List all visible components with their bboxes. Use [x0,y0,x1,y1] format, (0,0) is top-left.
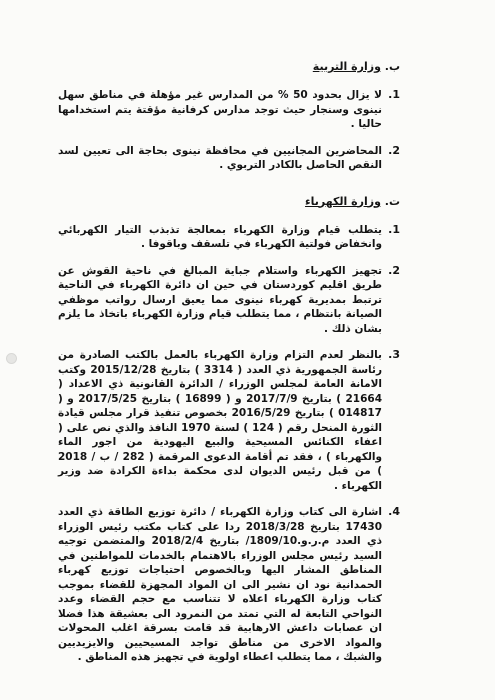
item-text: يتطلب قيام وزارة الكهرباء بمعالجة تذبذب التيار الكهربائي وانخفاض فولتية الكهرباء في تلسقف وباقوفا . [58,223,382,250]
list-item [58,144,400,173]
item-text: بالنظر لعدم التزام وزارة الكهرباء بالعمل بالكتب الصادرة من رئاسة الجمهورية ذي العدد ( 3314 ) بتاريخ 2015/12/28 وكتب الامانة العامة لمجلس الوزراء / الدائرة القانونية ذي الاعداد ( 21664 ) بتاريخ 2017/7/9 و ( 16899 ) بتاريخ 2017/5/25 و ( 014817 ) بتاريخ 2016/5/29 بخصوص تنفيذ قرار مجلس قيادة الثورة المنحل رقم ( 124 ) لسنة 1970 النافذ والذي نص على ( اعفاء الكنائس المسيحية والبيع اليهودية من اجور الماء والكهرباء ) ، فقد تم أقامة الدعوى المرقمة ( 282 / ب / 2018 ) من قبل رئيس الديوان لدى محكمة بداءة الكرادة ضد وزير الكهرباء . [58,349,383,492]
item-text: لا يزال بحدود 50 % من المدارس غير مؤهلة في مناطق سهل نينوى وسنجار حيث توجد مدارس كرفانية مؤقتة يتم استخدامها حاليا . [58,89,382,130]
section-heading-education [58,60,400,74]
spacer [58,185,400,195]
list-item [58,264,400,337]
item-number: 1. [388,88,400,101]
item-number: 4. [388,505,400,518]
punch-hole-mark [6,353,17,364]
section-label: ت. [384,194,400,208]
list-item [58,348,400,493]
section-title: وزارة التربية [312,60,381,73]
list-item [58,505,400,665]
section-label: ب. [384,60,400,73]
list-item [58,88,400,132]
item-text: المحاضرين المجانيين في محافظة نينوى بحاجة الى تعيين لسد النقص الحاصل بالكادر التربوي . [58,144,382,171]
section-heading-electricity [58,195,400,209]
item-number: 3. [388,348,400,361]
item-text: اشارة الى كتاب وزارة الكهرباء / دائرة توزيع الطاقة ذي العدد 17430 بتاريخ 2018/3/28 ردا على كتاب مكتب رئيس الوزراء ذي العدد م.ر.و.1809/10/ بتاريخ 2018/2/4 والمتضمن توجيه السيد رئيس مجلس الوزراء بالاهتمام بالخدمات للمواطنين في المناطق المشار اليها وبالخصوص احتياجات توزيع كهرباء الحمدانية نود ان نشير الى ان المواد المجهزة للقضاء بموجب كتاب وزارة الكهرباء اعلاه لا تتناسب مع حجم القضاء وعدد النواحي التابعة له التي تمتد من النمرود الى بعشيقة هذا فضلا ان عصابات داعش الارهابية قد قامت بسرقة اغلب المحولات والمواد الاخرى من مناطق تواجد المسيحيين والايزيديين والشبك ، مما يتطلب اعطاء اولوية في تجهيز هذه المناطق . [58,506,382,663]
item-number: 2. [388,143,400,157]
document-body [58,60,400,677]
list-item [58,223,400,252]
item-text: تجهيز الكهرباء واستلام جباية المبالغ في ناحية القوش عن طريق اقليم كوردستان في حين ان دائرة الكهرباء في الناحية ترتبط بمديرية كهرباء نينوى مما يعيق ارسال رواتب موظفي الصيانة بانتظام ، مما يتطلب قيام وزارة الكهرباء باتخاذ ما يلزم بشان ذلك . [58,264,382,335]
item-number: 1. [388,222,400,236]
item-number: 2. [388,263,400,277]
section-title: وزارة الكهرباء [305,194,381,208]
